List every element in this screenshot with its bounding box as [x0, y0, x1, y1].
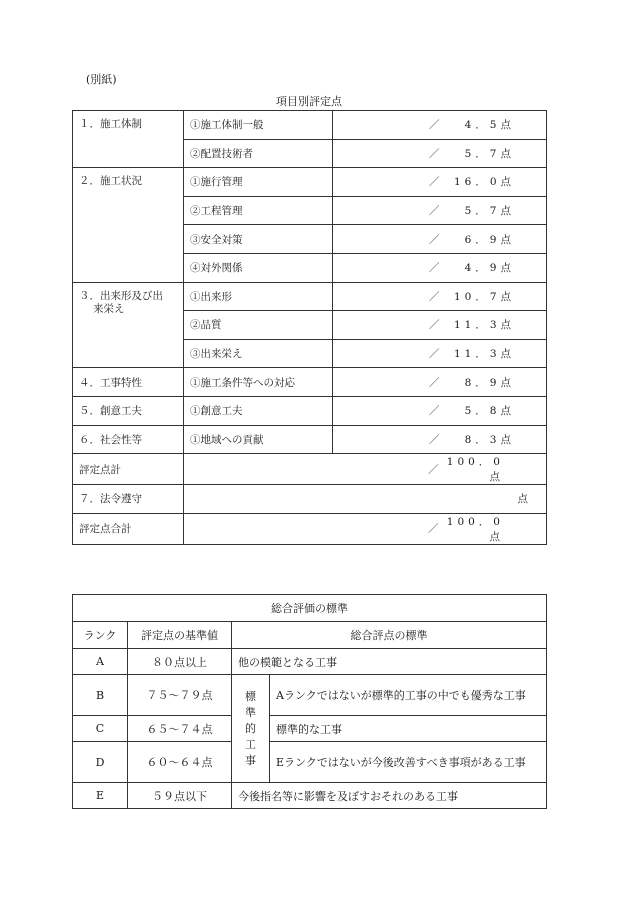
table-row	[73, 783, 547, 809]
item-score	[333, 196, 547, 225]
header-standard: 総合評点の標準	[232, 622, 547, 649]
item-score	[333, 396, 547, 425]
item-score	[333, 339, 547, 368]
rank-cell: E	[73, 783, 128, 809]
category-label: ４．工事特性	[73, 368, 184, 397]
description-cell: Aランクではないが標準的工事の中でも優秀な工事	[270, 675, 547, 716]
score-slash: ／	[429, 433, 440, 446]
item-label: ②工程管理	[184, 196, 333, 225]
item-label: ②品質	[184, 311, 333, 340]
item-score	[333, 225, 547, 254]
item-score	[333, 368, 547, 397]
header-rank: ランク	[73, 622, 128, 649]
category-label: １．施工体制	[73, 111, 184, 168]
table-row	[73, 716, 547, 742]
score-slash: ／	[428, 523, 439, 536]
item-score	[333, 253, 547, 282]
item-label: ①地域への貢献	[184, 425, 333, 454]
item-label: ①施工条件等への対応	[184, 368, 333, 397]
annex-note: (別紙)	[86, 73, 117, 86]
description-cell: 他の模範となる工事	[232, 649, 547, 675]
item-label: ①出来形	[184, 282, 333, 311]
score-slash: ／	[429, 290, 440, 303]
evaluation-standard-table	[72, 594, 547, 809]
item-label: ①創意工夫	[184, 396, 333, 425]
score-value: 8．3点	[464, 433, 515, 446]
description-cell: Eランクではないが今後改善すべき事項がある工事	[270, 742, 547, 783]
item-label: ③出来栄え	[184, 339, 333, 368]
score-value: 5．7点	[464, 205, 515, 218]
score-slash: ／	[429, 262, 440, 275]
score-slash: ／	[429, 405, 440, 418]
score-slash: ／	[429, 205, 440, 218]
score-value: 6．9点	[464, 233, 515, 246]
score-slash: ／	[429, 176, 440, 189]
category-label: ６．社会性等	[73, 425, 184, 454]
threshold-cell: ８０点以上	[128, 649, 232, 675]
score-slash: ／	[428, 463, 439, 476]
item-score	[333, 311, 547, 340]
score-value: 8．9点	[464, 376, 515, 389]
rank-cell: B	[73, 675, 128, 716]
score-slash: ／	[429, 348, 440, 361]
item-score	[333, 139, 547, 168]
score-value: 11．3点	[453, 319, 515, 332]
item-label: ①施工体制一般	[184, 111, 333, 140]
subtotal-score	[184, 454, 547, 485]
table-row	[73, 282, 547, 311]
category-label-line2: 来栄え	[93, 302, 125, 315]
table-row	[73, 675, 547, 716]
item-label: ③安全対策	[184, 225, 333, 254]
score-value: 10．7点	[453, 290, 515, 303]
subtotal-label: 評定点計	[73, 454, 184, 485]
threshold-cell: ７５～７９点	[128, 675, 232, 716]
compliance-label: ７．法令遵守	[73, 485, 184, 514]
total-score	[184, 513, 547, 544]
table-row	[73, 168, 547, 197]
item-score	[333, 168, 547, 197]
table-title-row	[73, 595, 547, 622]
score-value: 4．5点	[464, 119, 515, 132]
compliance-row	[73, 485, 547, 514]
score-slash: ／	[429, 119, 440, 132]
threshold-cell: ６０～６４点	[128, 742, 232, 783]
total-label: 評定点合計	[73, 513, 184, 544]
category-label-line1: ３．出来形及び出	[79, 289, 163, 302]
category-label: ５．創意工夫	[73, 396, 184, 425]
table-row	[73, 396, 547, 425]
description-cell: 標準的な工事	[270, 716, 547, 742]
rank-cell: D	[73, 742, 128, 783]
score-value: 16．0点	[453, 176, 515, 189]
score-value: 100．0点	[446, 456, 504, 484]
score-value: 5．7点	[464, 147, 515, 160]
score-slash: ／	[429, 147, 440, 160]
scores-table	[72, 110, 547, 545]
item-label: ②配置技術者	[184, 139, 333, 168]
description-cell: 今後指名等に影響を及ぼすおそれのある工事	[232, 783, 547, 809]
score-value: 11．3点	[453, 348, 515, 361]
table-row	[73, 425, 547, 454]
standard-table-title: 総合評価の標準	[73, 595, 547, 622]
subtotal-row	[73, 454, 547, 485]
item-score	[333, 425, 547, 454]
score-slash: ／	[429, 233, 440, 246]
table-row	[73, 111, 547, 140]
item-label: ④対外関係	[184, 253, 333, 282]
item-score	[333, 282, 547, 311]
scores-table-title: 項目別評定点	[276, 95, 342, 108]
threshold-cell: ６５～７４点	[128, 716, 232, 742]
score-slash: ／	[429, 319, 440, 332]
table-header-row	[73, 622, 547, 649]
item-label: ①施行管理	[184, 168, 333, 197]
table-row	[73, 742, 547, 783]
table-row	[73, 649, 547, 675]
score-slash: ／	[429, 376, 440, 389]
compliance-score: 点	[184, 485, 547, 514]
score-value: 5．8点	[464, 405, 515, 418]
rank-cell: A	[73, 649, 128, 675]
threshold-cell: ５９点以下	[128, 783, 232, 809]
standard-work-label: 標 準 的 工 事	[232, 675, 270, 783]
rank-cell: C	[73, 716, 128, 742]
header-threshold: 評定点の基準値	[128, 622, 232, 649]
item-score	[333, 111, 547, 140]
total-row	[73, 513, 547, 544]
category-label	[73, 282, 184, 368]
score-value: 4．9点	[464, 262, 515, 275]
table-row	[73, 368, 547, 397]
score-value: 100．0点	[446, 515, 504, 543]
category-label: ２．施工状況	[73, 168, 184, 282]
